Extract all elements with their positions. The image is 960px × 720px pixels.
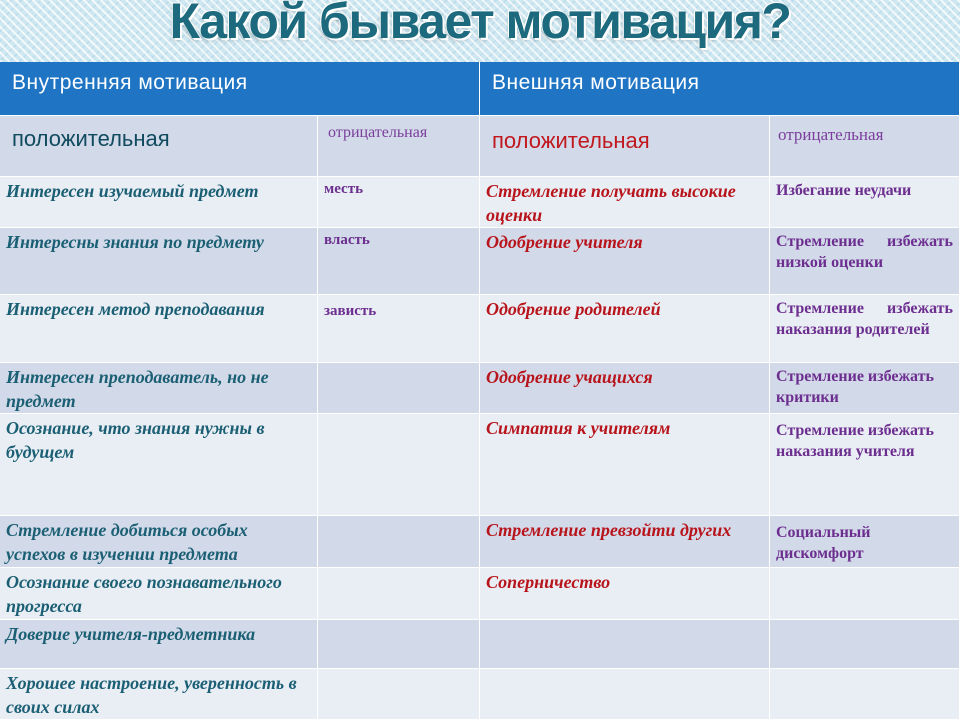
table-cell-internal-negative: [318, 568, 480, 620]
header-internal-motivation: Внутренняя мотивация: [0, 62, 480, 116]
table-cell-internal-positive: Интересен преподаватель, но не предмет: [0, 363, 318, 414]
table-cell-internal-positive: Интересен метод преподавания: [0, 295, 318, 363]
page-title: Какой бывает мотивация?: [169, 0, 791, 49]
table-cell-internal-negative: [318, 669, 480, 720]
table-cell-internal-positive: Доверие учителя-предметника: [0, 620, 318, 669]
table-cell-internal-positive: Интересны знания по предмету: [0, 228, 318, 295]
table-cell-internal-negative: [318, 363, 480, 414]
table-cell-external-negative: Стремление избежать низкой оценки: [770, 228, 960, 295]
table-cell-internal-negative: [318, 516, 480, 568]
table-cell-external-negative: [770, 568, 960, 620]
table-cell-external-negative: [770, 620, 960, 669]
table-cell-external-negative: [770, 669, 960, 720]
table-cell-internal-positive: Хорошее настроение, уверенность в своих силах: [0, 669, 318, 720]
table-cell-external-positive: Одобрение учителя: [480, 228, 770, 295]
table-cell-internal-negative: месть: [318, 177, 480, 228]
table-cell-external-positive: Одобрение учащихся: [480, 363, 770, 414]
table-cell-internal-negative: [318, 620, 480, 669]
table-cell-internal-positive: Стремление добиться особых успехов в изучении предмета: [0, 516, 318, 568]
table-cell-internal-negative: зависть: [318, 295, 480, 363]
table-cell-internal-positive: Осознание своего познавательного прогресса: [0, 568, 318, 620]
subheader-external-positive: положительная: [480, 116, 770, 177]
table-cell-external-positive: [480, 620, 770, 669]
subheader-external-negative: отрицательная: [770, 116, 960, 177]
header-external-motivation: Внешняя мотивация: [480, 62, 960, 116]
title-band: [0, 0, 960, 62]
table-cell-external-positive: [480, 669, 770, 720]
subheader-internal-positive: положительная: [0, 116, 318, 177]
table-cell-external-negative: Социальный дискомфорт: [770, 516, 960, 568]
table-cell-external-negative: Избегание неудачи: [770, 177, 960, 228]
table-cell-internal-positive: Осознание, что знания нужны в будущем: [0, 414, 318, 516]
table-cell-external-negative: Стремление избежать наказания учителя: [770, 414, 960, 516]
table-cell-external-positive: Стремление превзойти других: [480, 516, 770, 568]
table-cell-internal-positive: Интересен изучаемый предмет: [0, 177, 318, 228]
table-cell-internal-negative: [318, 414, 480, 516]
table-cell-external-positive: Симпатия к учителям: [480, 414, 770, 516]
motivation-table: [0, 62, 960, 720]
table-cell-external-negative: Стремление избежать критики: [770, 363, 960, 414]
subheader-internal-negative: отрицательная: [318, 116, 480, 177]
table-cell-external-positive: Соперничество: [480, 568, 770, 620]
table-cell-external-positive: Одобрение родителей: [480, 295, 770, 363]
table-cell-external-negative: Стремление избежать наказания родителей: [770, 295, 960, 363]
table-cell-external-positive: Стремление получать высокие оценки: [480, 177, 770, 228]
table-cell-internal-negative: власть: [318, 228, 480, 295]
